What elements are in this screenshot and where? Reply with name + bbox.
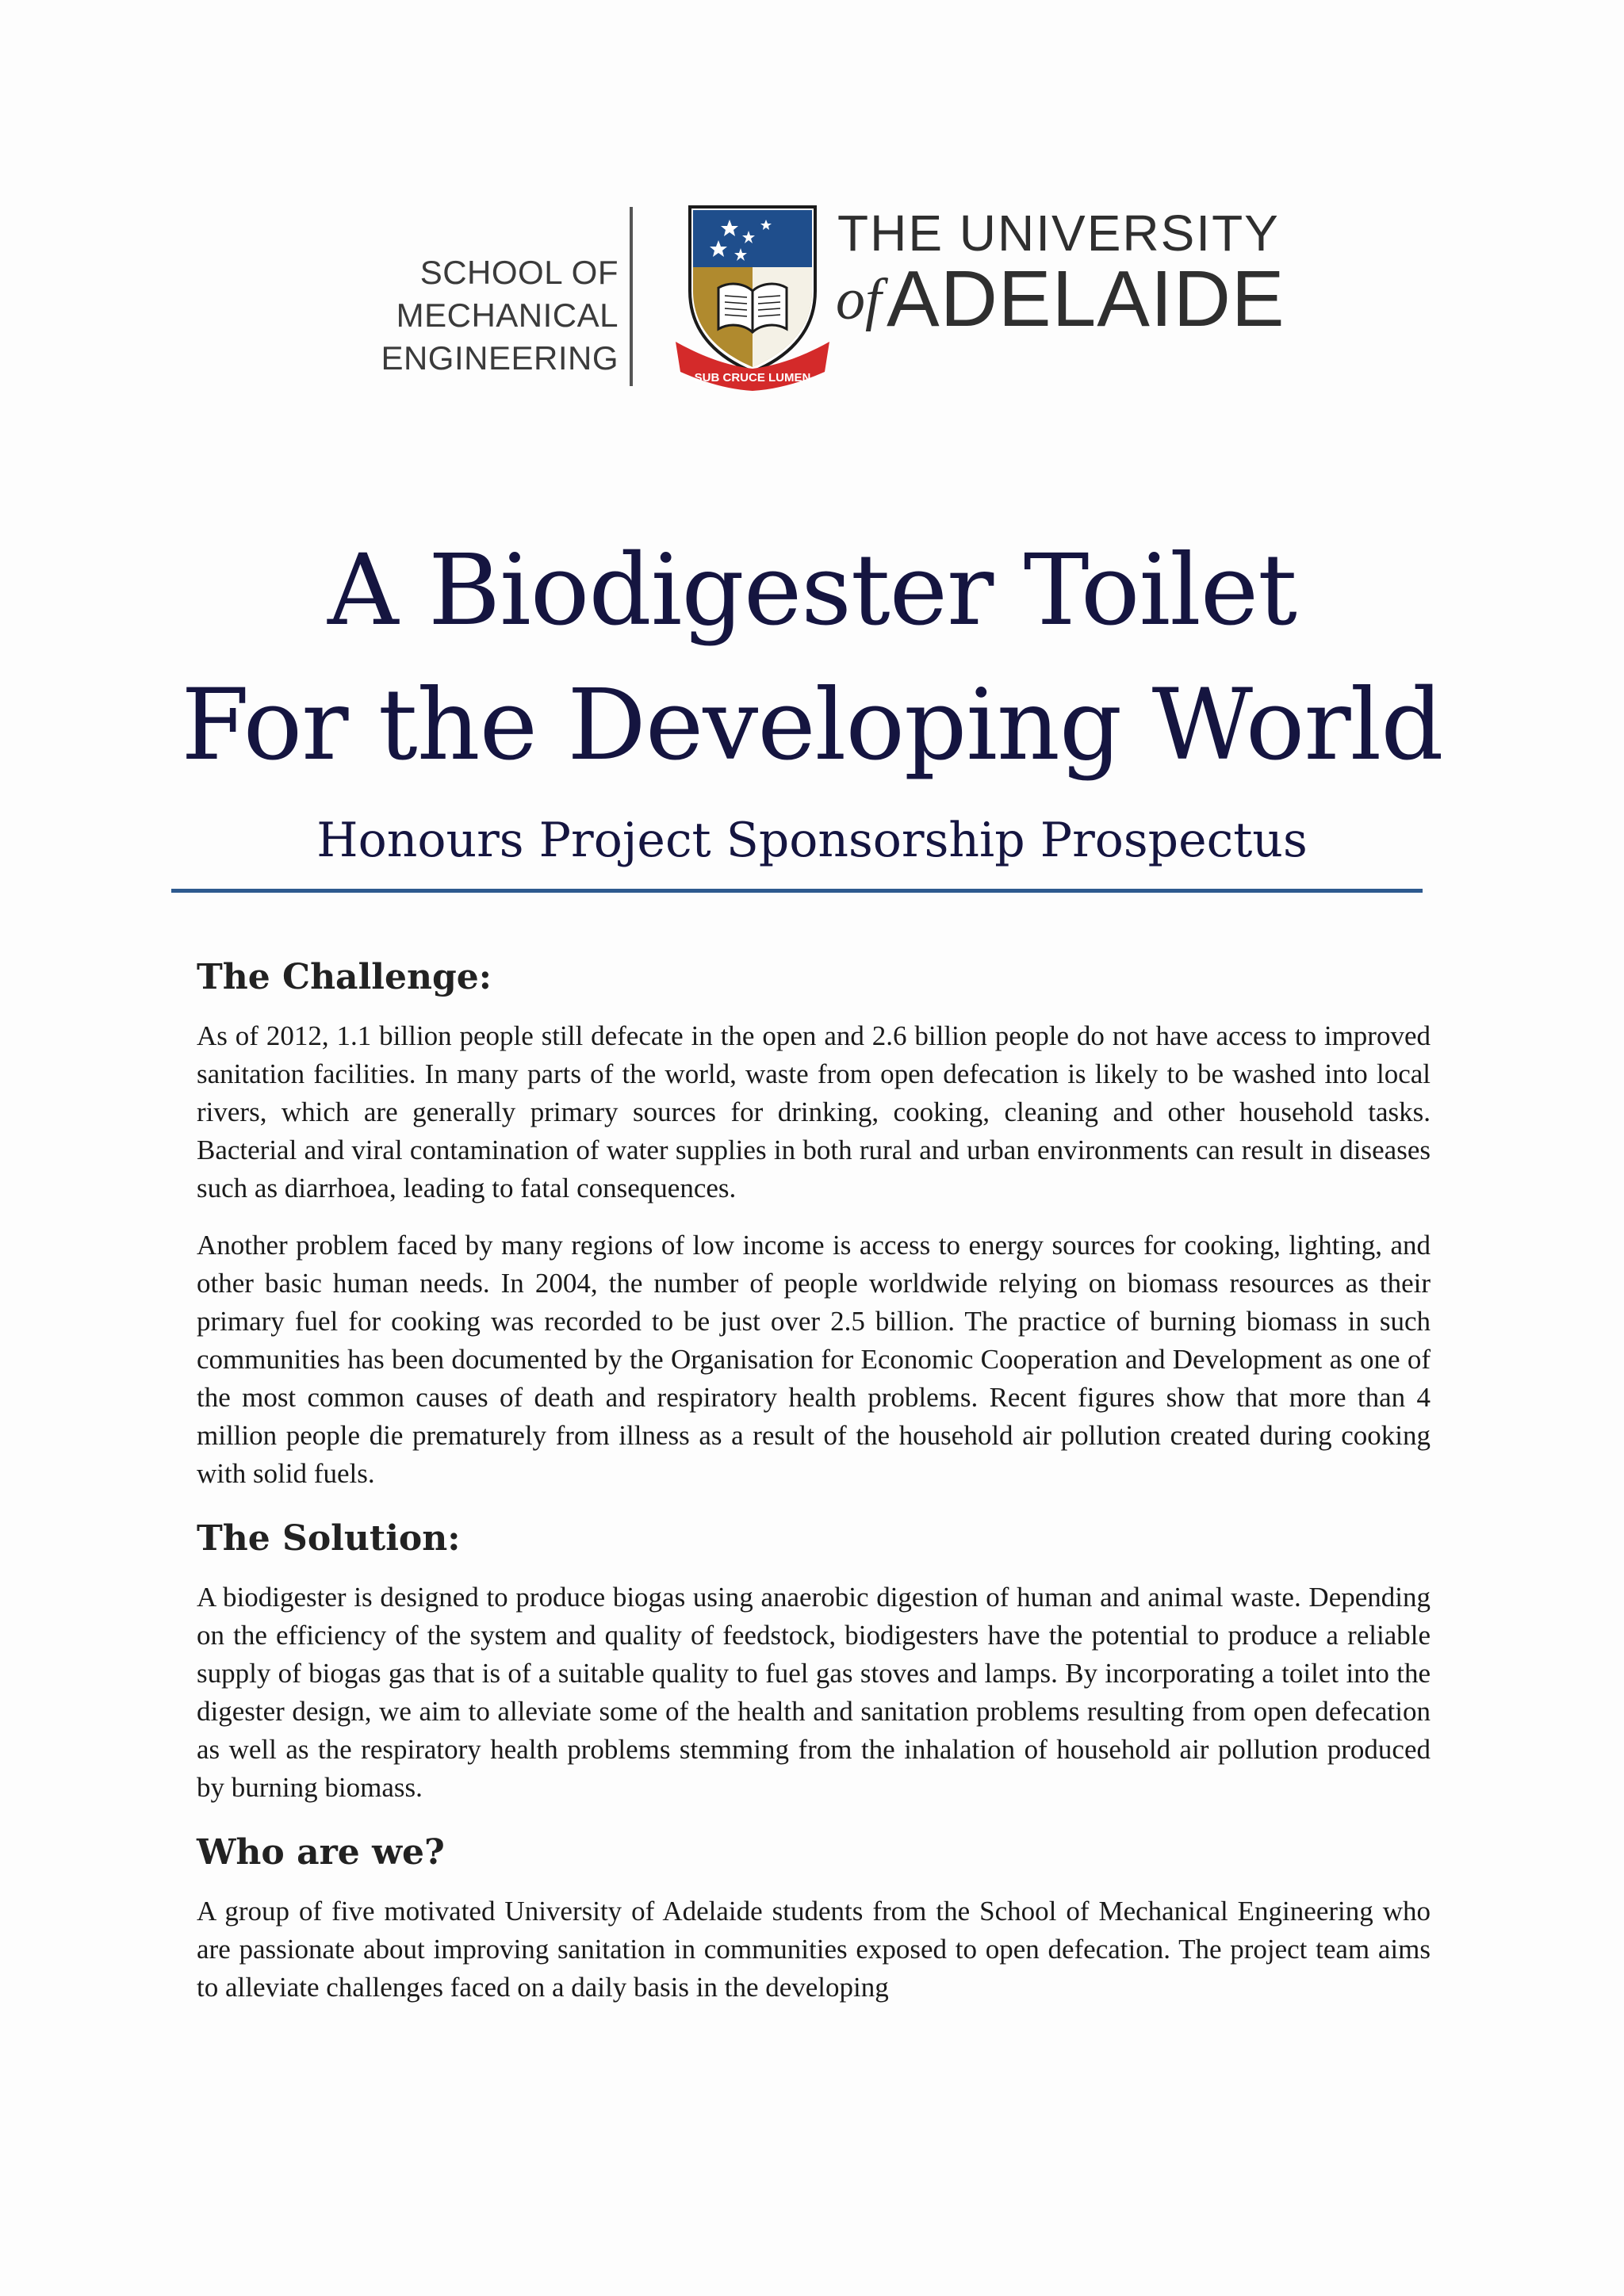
school-line-2: MECHANICAL xyxy=(396,297,619,334)
university-name-of: of xyxy=(836,267,882,332)
section-who-are-we xyxy=(197,1831,1431,2007)
section-solution xyxy=(197,1517,1431,1807)
section-heading-who-are-we: Who are we? xyxy=(197,1832,445,1873)
challenge-paragraph-2: Another problem faced by many regions of low income is access to energy sources for cooking, lighting, and other basic human needs. In 2004, the number of people worldwide relying on biomass resources as their primary fuel for cooking was recorded to be just over 2.5 billion. The practice of burning biomass in such communities has been documented by the Organisation for Economic Cooperation and Development as one of the most common causes of death and respiratory health problems. Recent figures show that more than 4 million people die prematurely from illness as a result of the household air pollution created during cooking with solid fuels. xyxy=(197,1230,1431,1489)
section-challenge xyxy=(197,955,1431,1493)
title-divider-rule xyxy=(171,889,1423,893)
logo-divider xyxy=(630,207,633,386)
document-body xyxy=(197,955,1431,2030)
university-name-top: THE UNIVERSITY xyxy=(837,205,1280,262)
title-line-1: A Biodigester Toilet xyxy=(327,534,1297,648)
school-line-1: SCHOOL OF xyxy=(419,254,619,291)
title-line-2: For the Developing World xyxy=(181,668,1443,783)
crest-motto: SUB CRUCE LUMEN xyxy=(694,371,811,385)
section-heading-solution: The Solution: xyxy=(197,1518,461,1559)
university-crest-icon xyxy=(672,202,833,392)
section-heading-challenge: The Challenge: xyxy=(197,957,492,997)
title-block xyxy=(0,523,1624,872)
solution-paragraph-1: A biodigester is designed to produce biogas using anaerobic digestion of human and animal waste. Depending on the efficiency of the system and quality of feedstock, biodigesters have the potential to produce a reliable supply of biogas gas that is of a suitable quality to fuel gas stoves and lamps. By incorporating a toilet into the digester design, we aim to alleviate some of the health and sanitation problems resulting from open defecation as well as the respiratory health problems stemming from the inhalation of household air pollution produced by burning biomass. xyxy=(197,1582,1431,1803)
university-name-main: ADELAIDE xyxy=(887,254,1285,343)
who-are-we-paragraph-1: A group of five motivated University of Adelaide students from the School of Mechanical Engineering who are passionate about improving sanitation in communities exposed to open defecation. The project team aims to alleviate challenges faced on a daily basis in the developing xyxy=(197,1896,1431,2003)
subtitle: Honours Project Sponsorship Prospectus xyxy=(316,813,1308,868)
school-of-mechanical-engineering-logo xyxy=(357,251,619,380)
header-logo-block xyxy=(357,202,1285,392)
school-line-3: ENGINEERING xyxy=(381,339,619,377)
challenge-paragraph-1: As of 2012, 1.1 billion people still defecate in the open and 2.6 billion people do not have access to improved sanitation facilities. In many parts of the world, waste from open defecation is likely to be washed into local rivers, which are generally primary sources for drinking, cooking, cleaning and other household tasks. Bacterial and viral contamination of water supplies in both rural and urban environments can result in diseases such as diarrhoea, leading to fatal consequences. xyxy=(197,1020,1431,1203)
